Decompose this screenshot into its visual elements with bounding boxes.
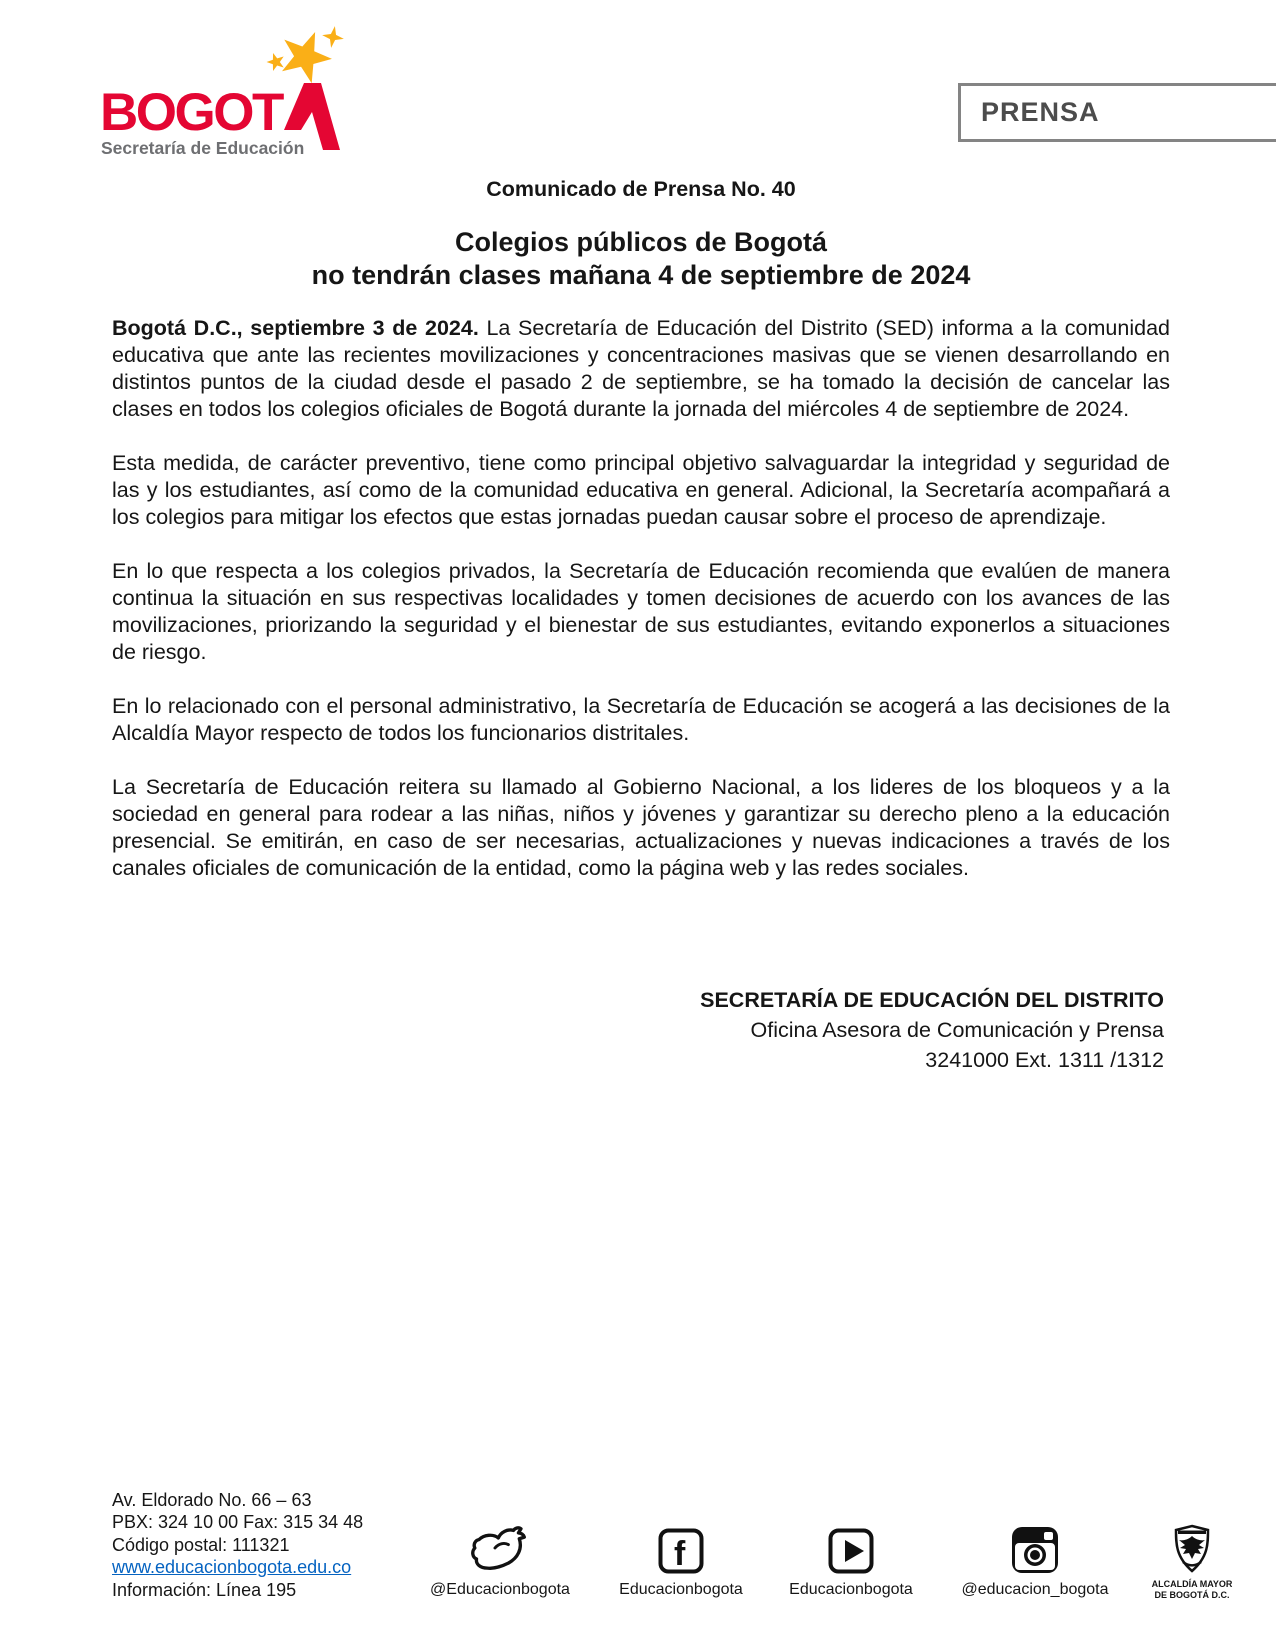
small-star-icon (265, 50, 287, 72)
bogota-crest-icon (1171, 1522, 1213, 1574)
signature-phone: 3241000 Ext. 1311 /1312 (925, 1048, 1164, 1072)
youtube-icon (828, 1522, 874, 1574)
footer-postal-code: Código postal: 111321 (112, 1534, 290, 1555)
footer-contact-block (112, 1489, 363, 1601)
instagram-handle: @educacion_bogota (961, 1581, 1109, 1598)
signature-block (112, 985, 1164, 1075)
signature-entity: SECRETARÍA DE EDUCACIÓN DEL DISTRITO (700, 988, 1164, 1012)
prensa-label: PRENSA (981, 97, 1100, 127)
footer-pbx: PBX: 324 10 00 Fax: 315 34 48 (112, 1512, 364, 1533)
logo-subtitle: Secretaría de Educación (101, 138, 305, 158)
sparkle-icon (320, 24, 345, 49)
press-release-number: Comunicado de Prensa No. 40 (486, 177, 796, 201)
instagram-icon (1011, 1522, 1059, 1574)
paragraph-5-text: La Secretaría de Educación reitera su llamado al Gobierno Nacional, a los lideres de los bloqueos y a la sociedad en general para rodear a las niñas, niños y jóvenes y garantizar su derecho pleno a la educación presencial. Se emitirán, en caso de ser necesarias, actualizaciones y nuevas indicaciones a través de los canales oficiales de comunicación de la entidad, como la página web y las redes sociales. (112, 775, 1170, 880)
paragraph-4 (112, 693, 1170, 747)
bogota-logo (90, 24, 345, 159)
signature-office: Oficina Asesora de Comunicación y Prensa (750, 1018, 1164, 1042)
facebook-icon (658, 1522, 704, 1574)
paragraph-2-text: Esta medida, de carácter preventivo, tiene como principal objetivo salvaguardar la integridad y seguridad de las y los estudiantes, así como de la comunidad educativa en general. Adicional, la Secretaría acompañará a los colegios para mitigar los efectos que estas jornadas puedan causar sobre el proceso de aprendizaje. (112, 451, 1170, 529)
social-youtube (761, 1522, 941, 1599)
paragraph-3 (112, 558, 1170, 666)
paragraph-5 (112, 774, 1170, 882)
paragraph-4-text: En lo relacionado con el personal administrativo, la Secretaría de Educación se acogerá a las decisiones de la Alcaldía Mayor respecto de todos los funcionarios distritales. (112, 694, 1170, 745)
prensa-box (958, 83, 1276, 142)
paragraph-1-text: La Secretaría de Educación del Distrito (SED) informa a la comunidad educativa que ante las recientes movilizaciones y concentraciones masivas que se vienen desarrollando en distintos puntos de la ciudad desde el pasado 2 de septiembre, se ha tomado la decisión de cancelar las clases en todos los colegios oficiales de Bogotá durante la jornada del miércoles 4 de septiembre de 2024. (112, 316, 1170, 421)
star-icon (273, 24, 339, 87)
paragraph-2 (112, 450, 1170, 531)
crest-label-line2: DE BOGOTÁ D.C. (1154, 1589, 1230, 1600)
social-twitter (410, 1522, 590, 1599)
paragraph-1 (112, 315, 1170, 423)
footer-info-line: Información: Línea 195 (112, 1579, 297, 1600)
social-instagram (945, 1522, 1125, 1599)
dateline: Bogotá D.C., septiembre 3 de 2024. (112, 316, 479, 340)
twitter-bird-icon (468, 1522, 532, 1574)
svg-text:f: f (674, 1535, 686, 1573)
title-line-2: no tendrán clases mañana 4 de septiembre de 2024 (311, 260, 971, 290)
page-title (112, 226, 1170, 292)
document-body (112, 315, 1170, 909)
youtube-handle: Educacionbogota (789, 1581, 913, 1598)
crest-label-line1: ALCALDÍA MAYOR (1151, 1579, 1233, 1589)
facebook-handle: Educacionbogota (619, 1581, 743, 1598)
twitter-handle: @Educacionbogota (430, 1581, 570, 1598)
website-link[interactable]: www.educacionbogota.edu.co (112, 1557, 352, 1578)
alcaldia-crest (1122, 1522, 1262, 1600)
title-line-1: Colegios públicos de Bogotá (454, 227, 827, 257)
social-facebook (591, 1522, 771, 1599)
logo-wordmark: BOGOT (100, 83, 282, 142)
paragraph-3-text: En lo que respecta a los colegios privados, la Secretaría de Educación recomienda que evalúen de manera continua la situación en sus respectivas localidades y tomen decisiones de acuerdo con los avances de las movilizaciones, priorizando la seguridad y el bienestar de sus estudiantes, evitando exponerlos a situaciones de riesgo. (112, 559, 1170, 664)
footer-address: Av. Eldorado No. 66 – 63 (112, 1490, 312, 1510)
